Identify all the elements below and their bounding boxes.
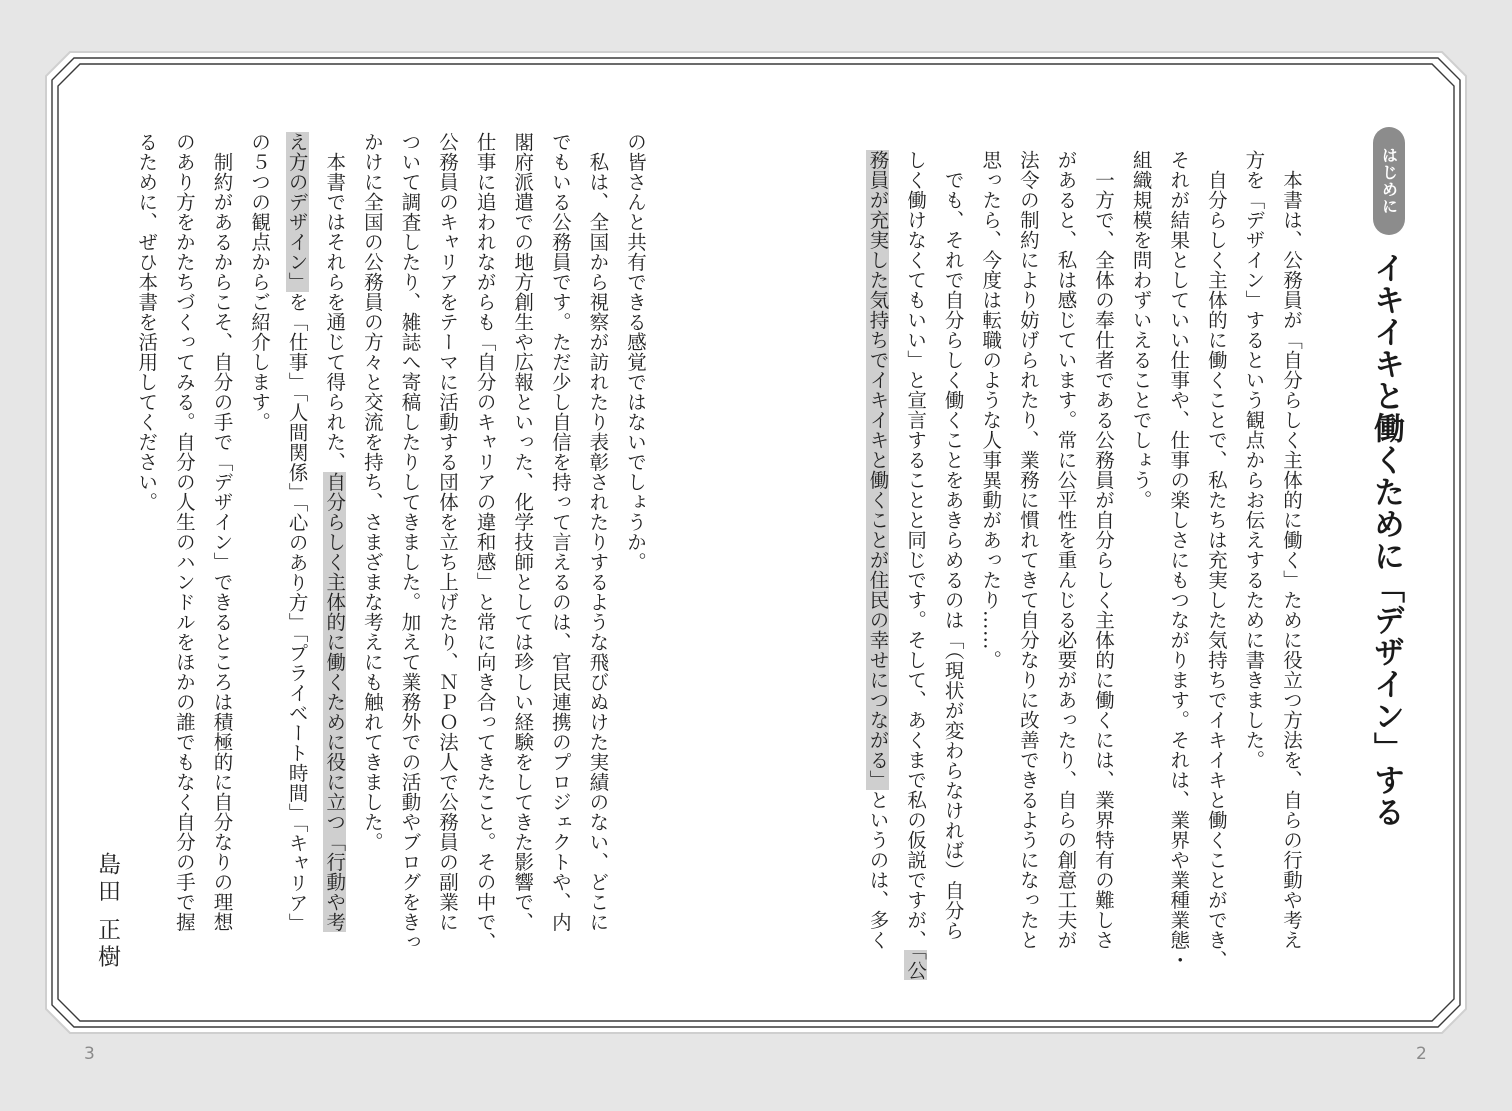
text-segment: 仕事に追われながらも「自分のキャリアの違和感」と常に向き合ってきたこと。その中で、 (473, 132, 497, 952)
highlighted-text: え方のデザイン」 (285, 132, 309, 292)
body-line (859, 150, 897, 980)
body-line (165, 132, 203, 982)
text-segment: 自分らしく主体的に働くことで、私たちは充実した気持ちでイキイキと働くことができ、 (1204, 150, 1228, 970)
left-page-body (124, 132, 654, 982)
body-line (203, 132, 241, 982)
body-line (1160, 150, 1198, 980)
body-line (128, 132, 166, 982)
body-line (896, 150, 934, 980)
body-line (1197, 150, 1235, 980)
body-line (1235, 150, 1273, 980)
body-line (616, 132, 654, 982)
text-segment: 本書は、公務員が「自分らしく主体的に働く」ために役立つ方法を、自らの行動や考え (1280, 150, 1303, 950)
body-line (240, 132, 278, 982)
text-segment: 方を「デザイン」するという観点からお伝えするために書きました。 (1242, 150, 1266, 770)
page-title: イキイキと働くために「デザイン」する (1368, 252, 1404, 828)
highlighted-text: 「公 (904, 950, 928, 981)
text-segment: 組織規模を問わずいえることでしょう。 (1129, 150, 1153, 510)
chapter-tag: はじめに (1373, 127, 1405, 235)
body-line (316, 132, 354, 982)
text-segment: の５つの観点からご紹介します。 (248, 132, 272, 432)
body-line (1009, 150, 1047, 980)
highlighted-text: 自分らしく主体的に働くために役に立つ「行動や考 (323, 472, 347, 932)
text-segment: というのは、多く (866, 790, 890, 950)
text-segment: 法令の制約により妨げられたり、業務に慣れてきて自分なりに改善できるようになったと (1016, 150, 1040, 950)
page-number-right: 2 (1416, 1044, 1427, 1064)
text-segment: 私は、全国から視察が訪れたり表彰されたりするような飛びぬけた実績のない、どこに (586, 132, 610, 932)
page-number-left: 3 (84, 1044, 95, 1064)
text-segment: でもいる公務員です。ただ少し自信を持って言えるのは、官民連携のプロジェクトや、内 (548, 132, 572, 932)
body-line (504, 132, 542, 982)
text-segment: のあり方をかたちづくってみる。自分の人生のハンドルをほかの誰でもなく自分の手で握 (172, 132, 196, 932)
right-page-body (850, 150, 1310, 980)
text-segment: があると、私は感じています。常に公平性を重んじる必要があったり、自らの創意工夫が (1054, 150, 1078, 950)
text-segment: 本書ではそれらを通じて得られた、 (323, 132, 347, 472)
body-line (353, 132, 391, 982)
body-line (391, 132, 429, 982)
body-line (1122, 150, 1160, 980)
text-segment: かけに全国の公務員の方々と交流を持ち、さまざまな考えにも触れてきました。 (360, 132, 384, 852)
text-segment: の皆さんと共有できる感覚ではないでしょうか。 (624, 132, 647, 572)
text-segment: るために、ぜひ本書を活用してください。 (135, 132, 159, 512)
body-line (428, 132, 466, 982)
text-segment: ついて調査したり、雑誌へ寄稿したりしてきました。加えて業務外での活動やブログをきっ (398, 132, 422, 952)
author-signature: 島田 正樹 (94, 852, 120, 972)
body-line (1084, 150, 1122, 980)
text-segment: でも、それで自分らしく働くことをあきらめるのは「（現状が変わらなければ）自分ら (941, 150, 965, 941)
body-line (278, 132, 316, 982)
body-line (1047, 150, 1085, 980)
highlighted-text: 務員が充実した気持ちでイキイキと働くことが住民の幸せにつながる」 (866, 150, 890, 790)
body-line (972, 150, 1010, 980)
body-line (466, 132, 504, 982)
body-line (541, 132, 579, 982)
text-segment: 制約があるからこそ、自分の手で「デザイン」できるところは積極的に自分なりの理想 (210, 132, 234, 932)
text-segment: それが結果としていい仕事や、仕事の楽しさにもつながります。それは、業界や業種業態・ (1167, 150, 1191, 970)
text-segment: 公務員のキャリアをテーマに活動する団体を立ち上げたり、ＮＰＯ法人で公務員の副業に (436, 132, 460, 932)
text-segment: しく働けなくてもいい」と宣言することと同じです。そして、あくまで私の仮説ですが、 (904, 150, 928, 950)
body-line (1272, 150, 1310, 980)
text-segment: 一方で、全体の奉仕者である公務員が自分らしく主体的に働くには、業界特有の難しさ (1092, 150, 1116, 950)
text-segment: 閣府派遣での地方創生や広報といった、化学技師としては珍しい経験をしてきた影響で、 (511, 132, 535, 932)
body-line (579, 132, 617, 982)
body-line (934, 150, 972, 980)
text-segment: 思ったら、今度は転職のような人事異動があったり……。 (979, 150, 1003, 670)
text-segment: を「仕事」「人間関係」「心のあり方」「プライベート時間」「キャリア」 (285, 292, 309, 933)
